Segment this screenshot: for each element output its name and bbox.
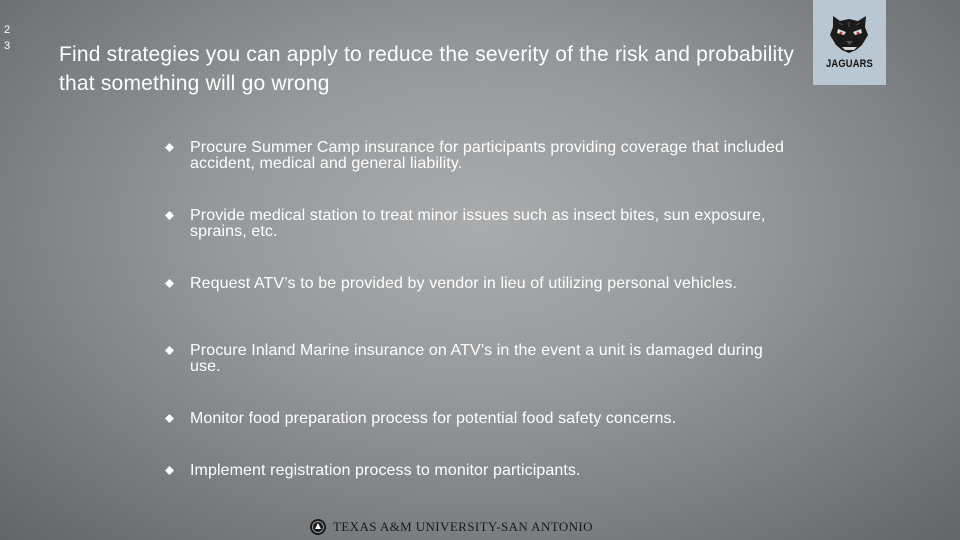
bullet-text: Request ATV’s to be provided by vendor in lieu of utilizing personal vehicles. [190, 275, 738, 292]
diamond-bullet-icon [165, 279, 174, 288]
slide-number-digit-1: 2 [4, 24, 11, 36]
bullet-text: Implement registration process to monitor participants. [190, 462, 581, 479]
footer-text: TEXAS A&M UNIVERSITY-SAN ANTONIO [333, 519, 593, 534]
university-footer [309, 516, 593, 538]
jaguar-head-icon [829, 12, 870, 56]
bullet-item [165, 276, 785, 292]
bullet-text: Procure Inland Marine insurance on ATV’s in the event a unit is damaged during use. [190, 342, 763, 375]
logo-text: JAGUARS [826, 58, 873, 70]
diamond-bullet-icon [165, 346, 174, 355]
bullet-item [165, 411, 785, 427]
bullet-item [165, 208, 785, 240]
bullet-item [165, 463, 785, 479]
bullet-item [165, 140, 785, 172]
diamond-bullet-icon [165, 466, 174, 475]
diamond-bullet-icon [165, 414, 174, 423]
university-seal-icon [309, 518, 327, 536]
slide-title: Find strategies you can apply to reduce the severity of the risk and probability that something will go wrong [59, 43, 795, 95]
bullet-text: Provide medical station to treat minor issues such as insect bites, sun exposure, sprains, etc. [190, 207, 766, 240]
bullet-item [165, 343, 785, 375]
slide-number [4, 22, 14, 54]
diamond-bullet-icon [165, 143, 174, 152]
slide-number-digit-2: 3 [4, 40, 11, 52]
bullet-text: Monitor food preparation process for potential food safety concerns. [190, 410, 677, 427]
bullet-text: Procure Summer Camp insurance for participants providing coverage that included accident, medical and general liability. [190, 139, 784, 172]
jaguars-logo [813, 0, 886, 85]
diamond-bullet-icon [165, 211, 174, 220]
